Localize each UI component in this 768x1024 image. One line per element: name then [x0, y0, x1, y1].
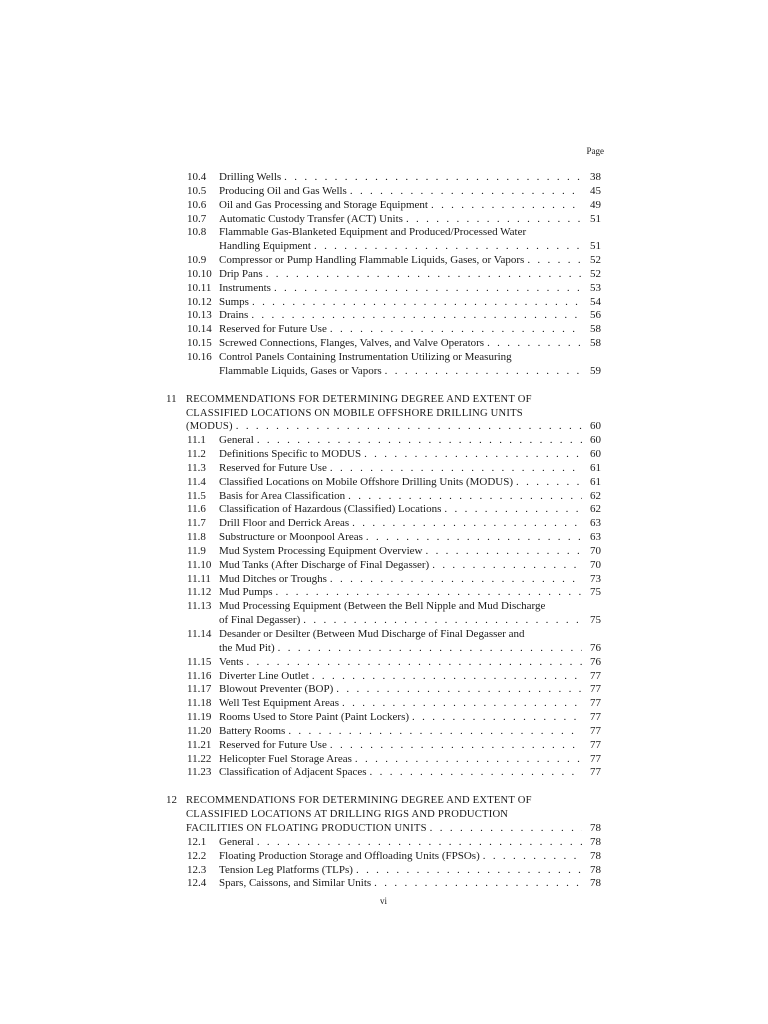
entry-number: 11.12	[187, 586, 212, 599]
entry-title: Mud Processing Equipment (Between the Bell Nipple and Mud Discharge	[219, 600, 546, 613]
entry-number: 10.11	[187, 281, 212, 294]
entry-title: Tension Leg Platforms (TLPs)	[219, 863, 353, 876]
entry-title-wrap	[219, 351, 585, 365]
entry-page: 60	[590, 448, 601, 461]
toc-entry	[0, 725, 768, 739]
dot-leader	[330, 323, 582, 337]
entry-title: Automatic Custody Transfer (ACT) Units	[219, 212, 403, 225]
entry-number: 11.13	[187, 600, 212, 613]
entry-title: General	[219, 434, 254, 447]
toc-entry	[0, 559, 768, 573]
entry-title-wrap	[219, 282, 585, 296]
toc-entry	[0, 365, 768, 379]
entry-page: 38	[590, 171, 601, 183]
dot-leader	[257, 836, 582, 850]
toc-entry	[0, 213, 768, 227]
section-title: CLASSIFIED LOCATIONS ON MOBILE OFFSHORE DRILLING UNITS	[186, 407, 523, 419]
entry-number: 10.10	[187, 267, 212, 280]
toc-entry	[0, 656, 768, 670]
entry-title: Flammable Liquids, Gases or Vapors	[219, 364, 382, 377]
dot-leader	[483, 850, 582, 864]
toc-entry	[0, 462, 768, 476]
entry-page: 51	[590, 212, 601, 225]
entry-page: 70	[590, 544, 601, 557]
dot-leader	[266, 268, 582, 282]
entry-title-wrap	[219, 365, 585, 379]
entry-title-wrap	[219, 628, 585, 642]
dot-leader	[257, 434, 582, 448]
toc-entry	[0, 766, 768, 780]
dot-leader	[252, 296, 582, 310]
toc-entry	[0, 240, 768, 254]
entry-number: 11.2	[187, 448, 206, 461]
entry-title-wrap	[219, 240, 585, 254]
dot-leader	[444, 503, 582, 517]
entry-page: 75	[590, 586, 601, 599]
toc-entry	[0, 337, 768, 351]
dot-leader	[274, 282, 582, 296]
entry-title-wrap	[219, 448, 585, 462]
entry-title: Vents	[219, 655, 244, 668]
entry-page: 58	[590, 337, 601, 350]
toc-entry	[0, 836, 768, 850]
entry-page: 45	[590, 184, 601, 197]
entry-title-wrap	[219, 864, 585, 878]
section-heading-line	[0, 393, 768, 407]
entry-title-wrap	[219, 725, 585, 739]
entry-title-wrap	[186, 407, 585, 421]
toc-entry	[0, 351, 768, 365]
entry-title: Basis for Area Classification	[219, 489, 346, 502]
toc-entry	[0, 683, 768, 697]
entry-page: 54	[590, 295, 601, 308]
entry-title-wrap	[219, 226, 585, 240]
section-title: RECOMMENDATIONS FOR DETERMINING DEGREE AND EXTENT OF	[186, 795, 532, 807]
dot-leader	[412, 711, 582, 725]
toc-entry	[0, 282, 768, 296]
entry-title: the Mud Pit)	[219, 641, 275, 654]
section-heading-line	[0, 420, 768, 434]
entry-title-wrap	[219, 753, 585, 767]
entry-number: 11.19	[187, 711, 212, 724]
toc-entry	[0, 711, 768, 725]
entry-title: Compressor or Pump Handling Flammable Liquids, Gases, or Vapors	[219, 254, 525, 267]
entry-number: 11.14	[187, 628, 212, 640]
entry-page: 77	[590, 669, 601, 682]
section-gap	[0, 780, 768, 794]
entry-title: Sumps	[219, 295, 249, 308]
entry-page: 59	[590, 364, 601, 377]
entry-page: 73	[590, 572, 601, 585]
entry-title-wrap	[219, 309, 585, 323]
entry-number: 10.6	[187, 198, 207, 211]
table-of-contents	[0, 171, 768, 891]
entry-page: 56	[590, 309, 601, 322]
entry-number: 12.1	[187, 835, 207, 848]
entry-title: Screwed Connections, Flanges, Valves, and Valve Operators	[219, 337, 485, 350]
dot-leader	[330, 573, 582, 587]
dot-leader	[348, 490, 582, 504]
entry-title-wrap	[219, 476, 585, 490]
entry-title: Reserved for Future Use	[219, 323, 327, 336]
entry-title-wrap	[219, 656, 585, 670]
toc-entry	[0, 226, 768, 240]
entry-title: Reserved for Future Use	[219, 461, 327, 474]
entry-number: 11.16	[187, 669, 212, 682]
entry-page: 52	[590, 254, 601, 267]
entry-title-wrap	[219, 503, 585, 517]
entry-page: 62	[590, 489, 601, 502]
section-title: FACILITIES ON FLOATING PRODUCTION UNITS	[186, 822, 427, 834]
dot-leader	[303, 614, 582, 628]
entry-page: 77	[590, 766, 601, 779]
entry-title: Battery Rooms	[219, 724, 286, 737]
toc-entry	[0, 476, 768, 490]
toc-entry	[0, 503, 768, 517]
entry-title-wrap	[219, 337, 585, 351]
entry-title: Blowout Preventer (BOP)	[219, 683, 334, 696]
dot-leader	[330, 739, 582, 753]
entry-title: Reserved for Future Use	[219, 738, 327, 751]
dot-leader	[330, 462, 582, 476]
entry-number: 11.6	[187, 503, 206, 516]
entry-title: of Final Degasser)	[219, 614, 301, 627]
dot-leader	[374, 877, 582, 891]
dot-leader	[356, 864, 582, 878]
entry-number: 10.7	[187, 212, 207, 225]
dot-leader	[527, 254, 582, 268]
entry-page: 53	[590, 281, 601, 294]
entry-page: 58	[590, 323, 601, 336]
entry-title: Classification of Adjacent Spaces	[219, 766, 367, 779]
dot-leader	[487, 337, 582, 351]
entry-title-wrap	[219, 171, 585, 185]
entry-page: 77	[590, 724, 601, 737]
entry-title-wrap	[186, 393, 585, 407]
dot-leader	[236, 420, 582, 434]
entry-title-wrap	[219, 711, 585, 725]
entry-title-wrap	[219, 517, 585, 531]
entry-page: 78	[590, 821, 601, 834]
toc-entry	[0, 531, 768, 545]
dot-leader	[342, 697, 582, 711]
entry-page: 63	[590, 531, 601, 544]
entry-number: 11.1	[187, 434, 206, 447]
entry-page: 52	[590, 267, 601, 280]
entry-title-wrap	[219, 254, 585, 268]
entry-page: 76	[590, 641, 601, 654]
entry-number: 12.3	[187, 863, 207, 876]
section-heading-line	[0, 794, 768, 808]
toc-entry	[0, 323, 768, 337]
entry-title: General	[219, 835, 254, 848]
entry-page: 77	[590, 738, 601, 751]
entry-number: 12.2	[187, 849, 207, 862]
entry-title-wrap	[219, 185, 585, 199]
entry-number: 11.17	[187, 683, 212, 696]
dot-leader	[284, 171, 582, 185]
entry-title-wrap	[219, 434, 585, 448]
entry-title: Mud Tanks (After Discharge of Final Degasser)	[219, 558, 430, 571]
dot-leader	[246, 656, 582, 670]
entry-title-wrap	[219, 697, 585, 711]
entry-title-wrap	[219, 296, 585, 310]
entry-number: 10.14	[187, 323, 212, 336]
entry-title: Mud System Processing Equipment Overview	[219, 544, 423, 557]
toc-entry	[0, 545, 768, 559]
entry-number: 11.10	[187, 558, 212, 571]
entry-page: 75	[590, 614, 601, 627]
toc-entry	[0, 753, 768, 767]
toc-entry	[0, 254, 768, 268]
entry-title-wrap	[219, 670, 585, 684]
entry-title: Drains	[219, 309, 249, 322]
dot-leader	[355, 753, 582, 767]
dot-leader	[336, 683, 582, 697]
entry-number: 11.7	[187, 517, 206, 530]
entry-title-wrap	[219, 213, 585, 227]
entry-title-wrap	[219, 199, 585, 213]
dot-leader	[314, 240, 582, 254]
toc-entry	[0, 573, 768, 587]
dot-leader	[370, 766, 582, 780]
dot-leader	[431, 199, 582, 213]
entry-number: 10.9	[187, 254, 207, 267]
entry-number: 11.18	[187, 697, 212, 710]
toc-entry	[0, 171, 768, 185]
entry-title: Floating Production Storage and Offloading Units (FPSOs)	[219, 849, 480, 862]
toc-entry	[0, 586, 768, 600]
entry-number: 11.22	[187, 752, 212, 765]
toc-entry	[0, 670, 768, 684]
dot-leader	[251, 309, 582, 323]
toc-entry	[0, 185, 768, 199]
entry-page: 61	[590, 461, 601, 474]
entry-title: Helicopter Fuel Storage Areas	[219, 752, 352, 765]
entry-title-wrap	[219, 614, 585, 628]
entry-page: 60	[590, 434, 601, 447]
entry-page: 78	[590, 835, 601, 848]
toc-entry	[0, 434, 768, 448]
entry-title-wrap	[219, 545, 585, 559]
toc-entry	[0, 877, 768, 891]
section-heading-line	[0, 808, 768, 822]
entry-title: Desander or Desilter (Between Mud Discharge of Final Degasser and	[219, 628, 525, 640]
section-number: 12	[166, 794, 177, 807]
dot-leader	[425, 545, 582, 559]
toc-entry	[0, 199, 768, 213]
entry-page: 77	[590, 697, 601, 710]
dot-leader	[366, 531, 582, 545]
entry-title-wrap	[219, 683, 585, 697]
entry-title: Drill Floor and Derrick Areas	[219, 517, 350, 530]
dot-leader	[278, 642, 582, 656]
entry-number: 11.3	[187, 461, 206, 474]
toc-entry	[0, 296, 768, 310]
entry-title: Substructure or Moonpool Areas	[219, 531, 363, 544]
dot-leader	[276, 586, 583, 600]
page-column-header: Page	[586, 146, 604, 156]
entry-title: Mud Pumps	[219, 586, 273, 599]
entry-number: 10.4	[187, 171, 207, 183]
entry-title: Mud Ditches or Troughs	[219, 572, 327, 585]
dot-leader	[312, 670, 582, 684]
entry-title-wrap	[219, 600, 585, 614]
dot-leader	[430, 822, 582, 836]
entry-title: Spars, Caissons, and Similar Units	[219, 877, 372, 890]
entry-title: Drip Pans	[219, 267, 263, 280]
toc-entry	[0, 309, 768, 323]
entry-number: 10.8	[187, 226, 207, 239]
entry-title-wrap	[186, 794, 585, 808]
entry-number: 11.4	[187, 475, 206, 488]
dot-leader	[364, 448, 582, 462]
entry-title-wrap	[219, 739, 585, 753]
entry-page: 78	[590, 863, 601, 876]
entry-title: Control Panels Containing Instrumentation Utilizing or Measuring	[219, 350, 512, 363]
dot-leader	[406, 213, 582, 227]
toc-entry	[0, 697, 768, 711]
entry-number: 11.15	[187, 655, 212, 668]
section-title: (MODUS)	[186, 421, 233, 433]
toc-entry	[0, 739, 768, 753]
section-heading-line	[0, 822, 768, 836]
entry-title-wrap	[219, 766, 585, 780]
entry-title-wrap	[219, 586, 585, 600]
entry-number: 10.12	[187, 295, 212, 308]
entry-page: 62	[590, 503, 601, 516]
entry-number: 12.4	[187, 877, 207, 890]
entry-title-wrap	[219, 642, 585, 656]
section-title: CLASSIFIED LOCATIONS AT DRILLING RIGS AND PRODUCTION	[186, 809, 509, 821]
dot-leader	[385, 365, 582, 379]
entry-title: Classification of Hazardous (Classified) Locations	[219, 503, 442, 516]
entry-number: 10.15	[187, 337, 212, 350]
toc-entry	[0, 268, 768, 282]
entry-page: 77	[590, 752, 601, 765]
entry-number: 10.16	[187, 350, 212, 363]
entry-page: 77	[590, 711, 601, 724]
section-title: RECOMMENDATIONS FOR DETERMINING DEGREE AND EXTENT OF	[186, 393, 532, 405]
toc-entry	[0, 490, 768, 504]
entry-title: Handling Equipment	[219, 240, 311, 253]
dot-leader	[352, 517, 582, 531]
entry-page: 78	[590, 877, 601, 890]
section-heading-line	[0, 407, 768, 421]
entry-page: 70	[590, 558, 601, 571]
entry-page: 61	[590, 475, 601, 488]
entry-title-wrap	[219, 836, 585, 850]
entry-number: 11.11	[187, 572, 211, 585]
entry-number: 11.9	[187, 544, 206, 557]
entry-title: Flammable Gas-Blanketed Equipment and Produced/Processed Water	[219, 226, 527, 239]
entry-page: 76	[590, 655, 601, 668]
entry-title-wrap	[186, 420, 585, 434]
entry-title: Diverter Line Outlet	[219, 669, 309, 682]
entry-title-wrap	[219, 462, 585, 476]
entry-number: 11.20	[187, 724, 212, 737]
entry-page: 60	[590, 420, 601, 433]
entry-title: Definitions Specific to MODUS	[219, 448, 362, 461]
entry-title-wrap	[186, 808, 585, 822]
entry-title-wrap	[186, 822, 585, 836]
entry-title: Rooms Used to Store Paint (Paint Lockers)	[219, 711, 410, 724]
section-number: 11	[166, 392, 177, 405]
toc-entry	[0, 614, 768, 628]
dot-leader	[288, 725, 582, 739]
dot-leader	[350, 185, 582, 199]
entry-title: Well Test Equipment Areas	[219, 697, 340, 710]
dot-leader	[432, 559, 582, 573]
entry-page: 77	[590, 683, 601, 696]
entry-title-wrap	[219, 559, 585, 573]
entry-number: 11.21	[187, 738, 212, 751]
entry-title-wrap	[219, 268, 585, 282]
entry-page: 78	[590, 849, 601, 862]
entry-title: Instruments	[219, 281, 271, 294]
entry-page: 49	[590, 198, 601, 211]
entry-title-wrap	[219, 877, 585, 891]
toc-entry	[0, 600, 768, 614]
dot-leader	[516, 476, 582, 490]
entry-title: Classified Locations on Mobile Offshore Drilling Units (MODUS)	[219, 475, 514, 488]
entry-page: 51	[590, 240, 601, 253]
toc-entry	[0, 628, 768, 642]
entry-page: 63	[590, 517, 601, 530]
entry-title-wrap	[219, 323, 585, 337]
toc-entry	[0, 864, 768, 878]
entry-title: Producing Oil and Gas Wells	[219, 184, 347, 197]
toc-entry	[0, 642, 768, 656]
section-gap	[0, 379, 768, 393]
entry-title-wrap	[219, 850, 585, 864]
entry-number: 11.23	[187, 766, 212, 779]
entry-title-wrap	[219, 573, 585, 587]
entry-number: 10.5	[187, 184, 207, 197]
toc-entry	[0, 517, 768, 531]
entry-number: 10.13	[187, 309, 212, 322]
entry-title: Oil and Gas Processing and Storage Equipment	[219, 198, 428, 211]
toc-entry	[0, 448, 768, 462]
entry-title-wrap	[219, 490, 585, 504]
page-number: vi	[380, 896, 388, 906]
entry-number: 11.5	[187, 489, 206, 502]
entry-number: 11.8	[187, 531, 206, 544]
entry-title-wrap	[219, 531, 585, 545]
entry-title: Drilling Wells	[219, 171, 282, 183]
toc-entry	[0, 850, 768, 864]
